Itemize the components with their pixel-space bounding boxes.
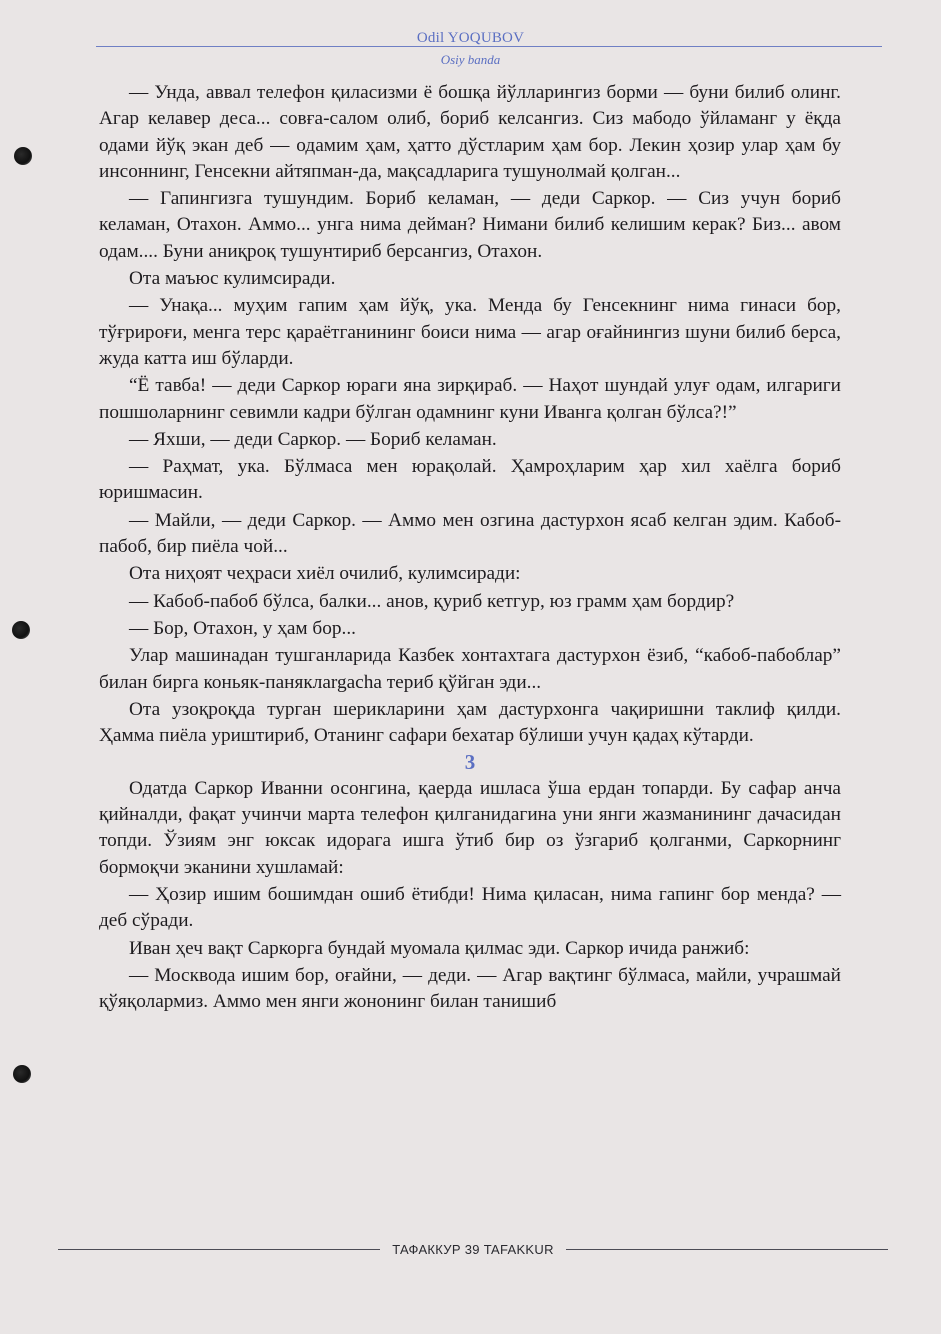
body-text (99, 80, 841, 1015)
paragraph: Одатда Саркор Иванни осонгина, қаерда ишласа ўша ердан топарди. Бу сафар анча қийналди, фақат учинчи марта телефон қилганидагина уни янги жазманининг дачасидан топди. Ўзиям энг юксак идорага ишга ўтиб бир оз ўзгариб қолганми, Саркорнинг бормоқчи эканини хушламай: (99, 777, 841, 878)
paragraph: — Бор, Отахон, у ҳам бор... (129, 617, 356, 639)
binder-hole (14, 147, 32, 165)
paragraph: Ота маъюс кулимсиради. (129, 268, 336, 290)
paragraph: Ота ниҳоят чеҳраси хиёл очилиб, кулимсиради: (129, 563, 521, 585)
paragraph: Улар машинадан тушганларида Казбек хонтахтага дастурхон ёзиб, “кабоб-пабоблар” билан бирга коньяк-паняклargacha териб қўйган эди... (99, 645, 841, 693)
binder-hole (12, 621, 30, 639)
paragraph: “Ё тавба! — деди Саркор юраги яна зирқираб. — Наҳот шундай улуғ одам, илгариги пошшоларнинг севимли кадри бўлган одамнинг куни Иванга қолган бўлса?!” (99, 375, 841, 423)
paragraph: — Майли, — деди Саркор. — Аммо мен озгина дастурхон ясаб келган эдим. Кабоб-пабоб, бир пиёла чой... (99, 509, 841, 558)
footer-rule-left (58, 1249, 380, 1250)
binder-hole (13, 1065, 31, 1083)
paragraph: — Унда, аввал телефон қиласизми ё бошқа йўлларингиз борми — буни билиб олинг. Агар келавер деса... совға-салом олиб, бориб келсангиз. Сиз мабодо ўйламанг у ёқда одами йўқ экан деб — одамим ҳам, ҳатто дўстларим ҳам бор. Лекин ҳозир улар ҳам бу инсоннинг, Генсекни айтяпман-да, мақсадларига тушунолмай қолган... (99, 82, 841, 182)
paragraph: — Унақа... муҳим гапим ҳам йўқ, ука. Менда бу Генсекнинг нима гинаси бор, тўғрироғи, менга терс қараётганининг боиси нима — агар оғайнингиз шуни билиб берса, жуда катта иш бўларди. (99, 295, 841, 369)
paragraph: — Ҳозир ишим бошимдан ошиб ётибди! Нима қиласан, нима гапинг бор менда? — деб сўради. (99, 883, 841, 932)
paragraph: — Гапингизга тушундим. Бориб келаман, — деди Саркор. — Сиз учун бориб келаман, Отахон. Аммо... унга нима дейман? Нимани билиб келишим керак? Биз... авом одам.... Буни аниқроқ тушунтириб берсангиз, Отахон. (99, 188, 841, 262)
footer-rule-right (566, 1249, 888, 1250)
paragraph: — Раҳмат, ука. Бўлмаса мен юрақолай. Ҳамроҳларим ҳар хил хаёлга бориб юришмасин. (99, 456, 841, 504)
paragraph: — Яхши, — деди Саркор. — Бориб келаман. (129, 428, 497, 450)
paragraph: — Кабоб-пабоб бўлса, балки... анов, қуриб кетгур, юз грамм ҳам бордир? (129, 590, 735, 612)
paragraph: Иван ҳеч вақт Саркорга бундай муомала қилмас эди. Саркор ичида ранжиб: (129, 937, 750, 959)
header-rule (96, 46, 882, 47)
paragraph: — Москвода ишим бор, оғайни, — деди. — Агар вақтинг бўлмаса, майли, учрашмай қўяқолармиз. Аммо мен янги жононинг билан танишиб (99, 964, 841, 1013)
running-header-title: Osiy banda (440, 52, 501, 67)
paragraph: Ота узоқроқда турган шерикларини ҳам дастурхонга чақиришни таклиф қилди. Ҳамма пиёла уриштириб, Отанинг сафари бехатар бўлиши учун қадаҳ кўтарди. (99, 698, 841, 747)
page-footer (58, 1238, 888, 1260)
running-header-author: Odil YOQUBOV (416, 30, 525, 46)
section-number: 3 (464, 750, 476, 775)
footer-label: ТАФАККУР 39 TAFAKKUR (392, 1241, 554, 1257)
